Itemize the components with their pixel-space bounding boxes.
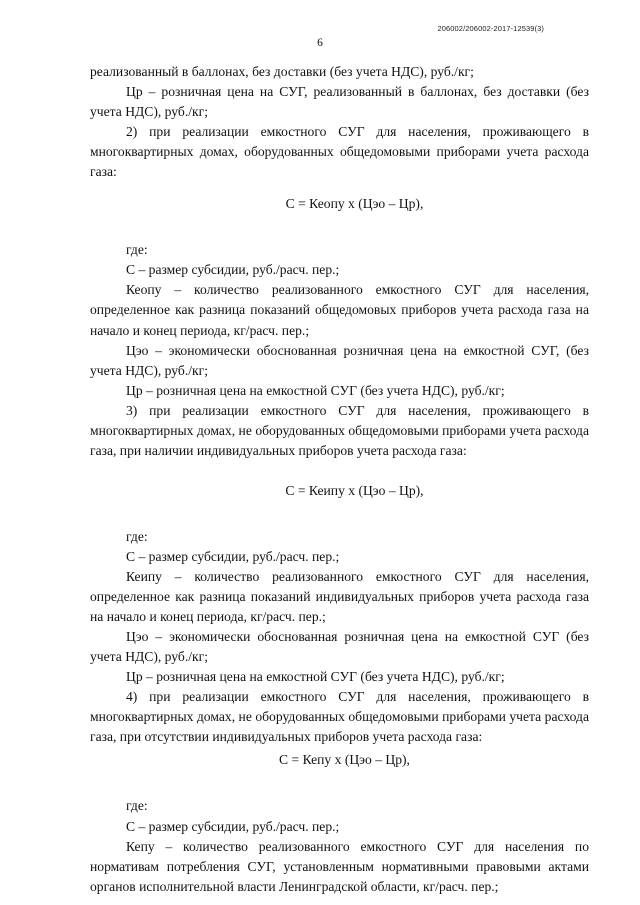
formula: С = Кеипу х (Цэо – Цр), [285, 482, 424, 498]
paragraph: С – размер субсидии, руб./расч. пер.; [126, 548, 340, 564]
formula: С = Кеопу х (Цэо – Цр), [285, 196, 424, 212]
document-code: 206002/206002-2017-12539(3) [437, 24, 544, 33]
formula: С = Кепу х (Цэо – Цр), [279, 752, 410, 768]
paragraph: Кеопу – количество реализованного емкостного СУГ для населения, определенное как разница показаний общедомовых приборов учета расхода газа на начало и конец периода, кг/расч. пер.; [90, 282, 589, 338]
paragraph: Кеипу – количество реализованного емкостного СУГ для населения, определенное как разница показаний индивидуальных приборов учета расхода газа на начало и конец периода, кг/расч. пер.; [90, 568, 589, 625]
paragraph: Цр – розничная цена на емкостной СУГ (без учета НДС), руб./кг; [126, 382, 505, 398]
paragraph: где: [126, 798, 148, 814]
paragraph: Цр – розничная цена на емкостной СУГ (без учета НДС), руб./кг; [126, 669, 505, 685]
paragraph: С – размер субсидии, руб./расч. пер.; [126, 262, 340, 278]
paragraph: Цэо – экономически обоснованная розничная цена на емкостной СУГ (без учета НДС), руб./кг; [90, 629, 589, 665]
paragraph: С – размер субсидии, руб./расч. пер.; [126, 818, 340, 834]
paragraph: 2) при реализации емкостного СУГ для населения, проживающего в многоквартирных домах, оборудованных общедомовыми приборами учета расхода газа: [90, 124, 589, 180]
paragraph: 3) при реализации емкостного СУГ для населения, проживающего в многоквартирных домах, не оборудованных общедомовыми приборами учета расхода газа, при наличии индивидуальных приборов учета расхода газа: [90, 402, 589, 458]
document-body [90, 62, 589, 897]
paragraph: реализованный в баллонах, без доставки (без учета НДС), руб./кг; [90, 64, 474, 79]
paragraph: Цэо – экономически обоснованная розничная цена на емкостной СУГ, (без учета НДС), руб./кг; [90, 342, 589, 378]
paragraph: Кепу – количество реализованного емкостного СУГ для населения по нормативам потребления СУГ, установленным нормативными правовыми актами органов исполнительной власти Ленинградской области, кг/расч. пер.; [90, 838, 589, 894]
paragraph: Цр – розничная цена на СУГ, реализованный в баллонах, без доставки (без учета НДС), руб./кг; [90, 84, 589, 120]
page-number: 6 [317, 37, 323, 49]
paragraph: где: [126, 528, 148, 544]
paragraph: где: [126, 242, 148, 258]
paragraph: 4) при реализации емкостного СУГ для населения, проживающего в многоквартирных домах, не оборудованных общедомовыми приборами учета расхода газа, при отсутствии индивидуальных приборов учета расхода газа: [90, 689, 589, 745]
